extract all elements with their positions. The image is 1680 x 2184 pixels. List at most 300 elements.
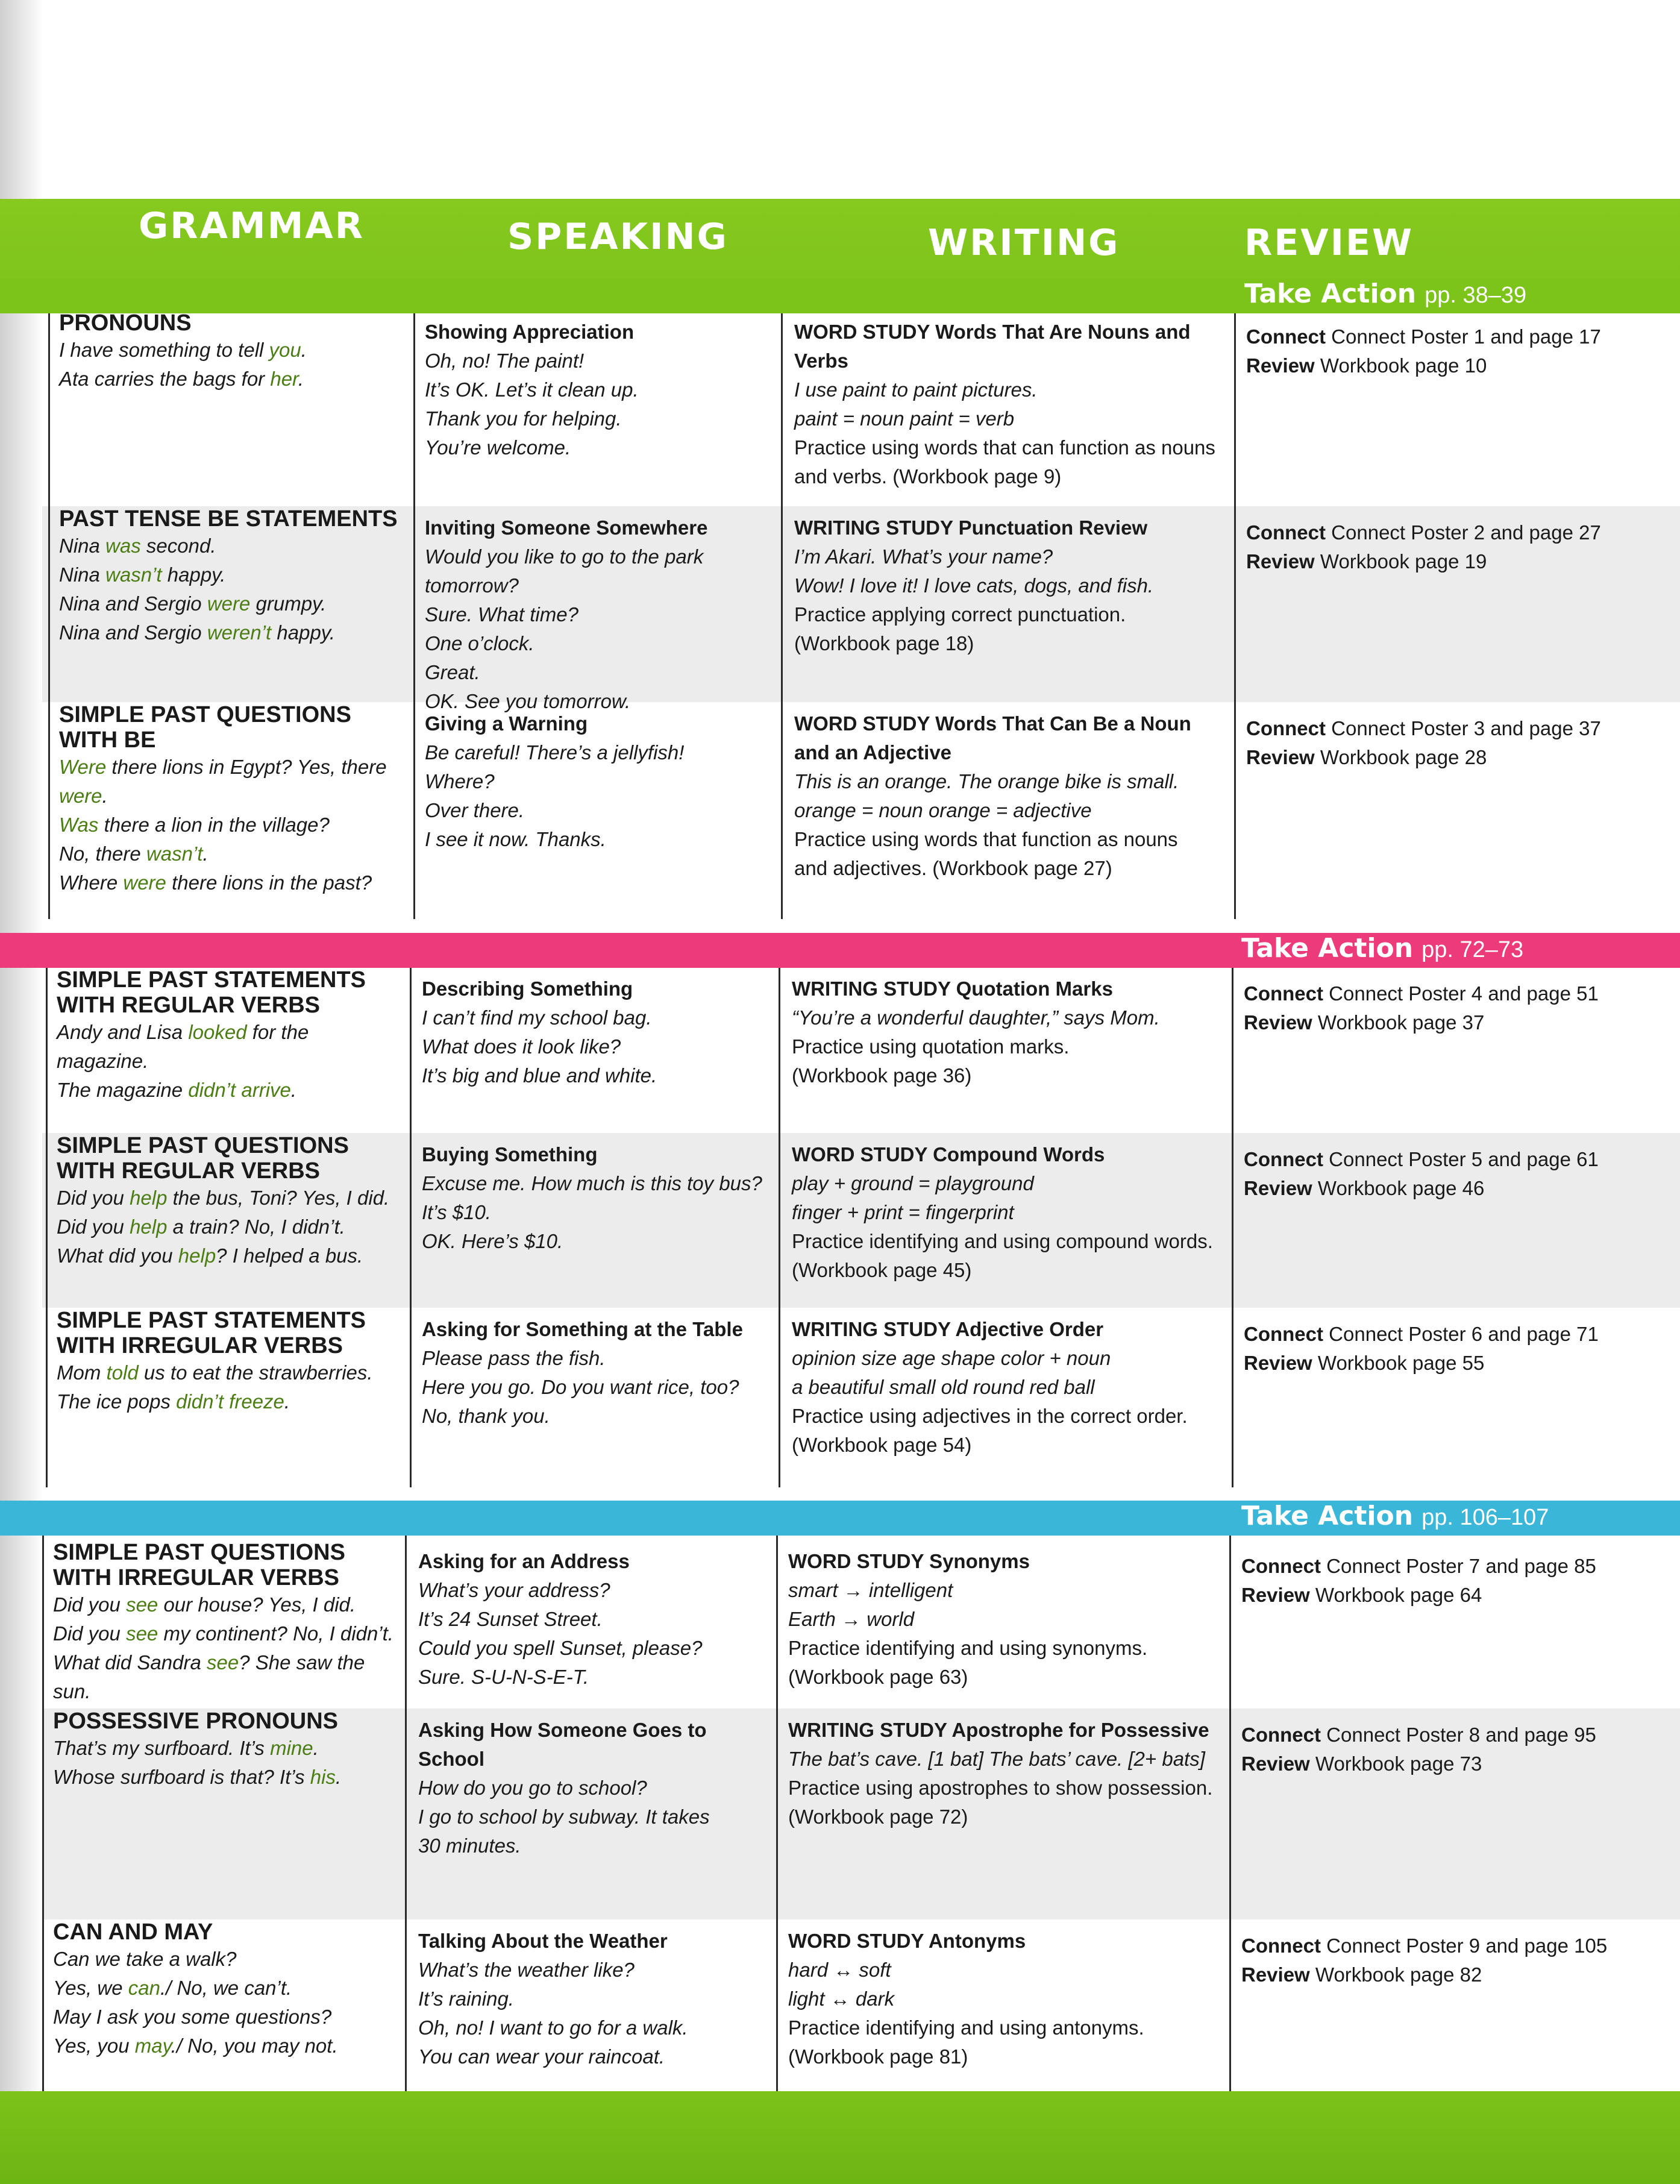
writing-topic: Quotation Marks	[956, 977, 1113, 1000]
writing-title	[788, 1927, 1222, 1956]
grammar-example	[53, 2003, 396, 2032]
grammar-example	[59, 811, 403, 839]
review-text: Workbook page 19	[1320, 550, 1487, 573]
connect-label: Connect	[1244, 1148, 1329, 1170]
speaking-line: Oh, no! The paint!	[425, 350, 585, 372]
speaking-line: Oh, no! I want to go for a walk.	[418, 2016, 688, 2039]
target-word: see	[126, 1622, 158, 1645]
writing-example: play + ground = playground	[792, 1172, 1034, 1194]
example-text: Ata carries the bags for	[59, 368, 271, 390]
grammar-example	[59, 560, 403, 589]
review-label: Review	[1241, 1963, 1315, 1986]
take-action-2: Take Action pp. 72–73	[1241, 933, 1524, 964]
speaking-line: What’s the weather like?	[418, 1959, 635, 1981]
example-text: .	[102, 785, 108, 807]
speaking-line: 30 minutes.	[418, 1834, 521, 1857]
column-divider	[779, 968, 780, 1487]
example-text: Whose surfboard is that? It’s	[53, 1766, 310, 1788]
grammar-title: CAN AND MAY	[53, 1919, 213, 1945]
review-line	[1241, 1581, 1651, 1610]
speaking-line: I can’t find my school bag.	[422, 1006, 652, 1029]
writing-kind: WRITING STUDY	[794, 516, 959, 539]
example-text: there lions in Egypt? Yes, there	[106, 756, 387, 778]
grammar-example	[59, 868, 403, 897]
writing-practice: (Workbook page 81)	[788, 2045, 968, 2068]
connect-text: Connect Poster 6 and page 71	[1329, 1323, 1599, 1345]
connect-label: Connect	[1241, 1935, 1327, 1957]
example-text: our house? Yes, I did.	[158, 1593, 356, 1616]
writing-practice: Practice using words that function as nouns	[794, 828, 1178, 850]
speaking-line: It’s $10.	[422, 1201, 491, 1223]
target-word: his	[310, 1766, 336, 1788]
example-text: ? I helped a bus.	[216, 1244, 363, 1267]
writing-practice: Practice identifying and using synonyms.	[788, 1637, 1148, 1659]
writing-example: Earth → world	[788, 1608, 915, 1630]
speaking-line: One o’clock.	[425, 632, 534, 654]
grammar-example	[53, 1648, 396, 1706]
writing-cell	[788, 1547, 1222, 1692]
writing-cell	[794, 709, 1228, 883]
speaking-line: Great.	[425, 661, 480, 683]
target-word: were	[123, 871, 166, 894]
example-text: grumpy.	[250, 592, 327, 615]
review-label: Review	[1246, 354, 1320, 377]
example-text: .	[290, 1079, 297, 1101]
writing-kind: WORD STUDY	[792, 1143, 933, 1166]
writing-title	[794, 709, 1228, 767]
review-line	[1244, 1349, 1653, 1378]
speaking-line: I go to school by subway. It takes	[418, 1806, 710, 1828]
writing-kind: WORD STUDY	[794, 321, 936, 343]
example-text: a train? No, I didn’t.	[167, 1216, 345, 1238]
example-text: .	[284, 1390, 290, 1413]
writing-cell	[794, 513, 1228, 658]
grammar-title: SIMPLE PAST QUESTIONS WITH IRREGULAR VERBS	[53, 1540, 345, 1590]
example-text: ? She saw the sun.	[53, 1651, 365, 1702]
speaking-line: You’re welcome.	[425, 436, 571, 459]
example-text: What did you	[57, 1244, 178, 1267]
footer-band	[0, 2091, 1680, 2184]
speaking-line: What’s your address?	[418, 1579, 610, 1601]
speaking-line: Here you go. Do you want rice, too?	[422, 1376, 739, 1398]
review-text: Workbook page 10	[1320, 354, 1487, 377]
review-text: Workbook page 73	[1315, 1753, 1482, 1775]
connect-line	[1244, 979, 1653, 1008]
writing-practice: (Workbook page 36)	[792, 1064, 972, 1087]
column-divider	[413, 313, 415, 919]
speaking-line: You can wear your raincoat.	[418, 2045, 665, 2068]
writing-example: a beautiful small old round red ball	[792, 1376, 1095, 1398]
writing-topic: Compound Words	[933, 1143, 1105, 1166]
speaking-line: What does it look like?	[422, 1035, 621, 1058]
example-text: Can we take a walk?	[53, 1948, 237, 1970]
grammar-example	[57, 1387, 400, 1416]
review-label: Review	[1244, 1011, 1318, 1034]
review-label: Review	[1241, 1584, 1315, 1606]
grammar-example	[53, 1619, 396, 1648]
example-text: .	[313, 1737, 319, 1759]
writing-practice: (Workbook page 54)	[792, 1434, 972, 1456]
writing-cell	[794, 318, 1228, 491]
speaking-line: It’s raining.	[418, 1988, 514, 2010]
writing-title	[794, 318, 1228, 375]
target-word: wasn’t	[146, 843, 203, 865]
speaking-cell	[425, 318, 774, 462]
review-label: Review	[1244, 1352, 1318, 1374]
connect-label: Connect	[1246, 325, 1332, 348]
review-cell	[1244, 979, 1653, 1037]
column-divider	[1232, 968, 1233, 1487]
target-word: help	[130, 1187, 168, 1209]
target-word: mine	[270, 1737, 313, 1759]
target-word: may	[134, 2035, 171, 2057]
target-word: were	[59, 785, 102, 807]
review-label: Review	[1246, 746, 1320, 768]
target-word: can	[128, 1977, 160, 1999]
connect-line	[1244, 1320, 1653, 1349]
grammar-example	[53, 2032, 396, 2060]
connect-line	[1246, 322, 1656, 351]
connect-text: Connect Poster 8 and page 95	[1326, 1724, 1596, 1746]
review-text: Workbook page 82	[1315, 1963, 1482, 1986]
writing-cell	[792, 1315, 1226, 1460]
connect-label: Connect	[1241, 1555, 1327, 1577]
grammar-heading: GRAMMAR	[139, 205, 365, 247]
speaking-cell	[418, 1547, 768, 1692]
connect-label: Connect	[1241, 1724, 1327, 1746]
speaking-line: I see it now. Thanks.	[425, 828, 606, 850]
writing-kind: WRITING STUDY	[792, 977, 956, 1000]
grammar-title: SIMPLE PAST STATEMENTS WITH IRREGULAR VERBS	[57, 1308, 366, 1358]
grammar-title: PAST TENSE BE STATEMENTS	[59, 506, 398, 532]
example-text: happy.	[271, 621, 336, 644]
example-text: Where	[59, 871, 124, 894]
speaking-title: Asking for an Address	[418, 1550, 630, 1572]
target-word: didn’t arrive	[188, 1079, 291, 1101]
writing-example: orange = noun orange = adjective	[794, 799, 1092, 821]
example-text: Nina and Sergio	[59, 621, 207, 644]
writing-practice: (Workbook page 63)	[788, 1666, 968, 1688]
writing-topic: Synonyms	[929, 1550, 1030, 1572]
review-text: Workbook page 55	[1317, 1352, 1485, 1374]
speaking-cell	[422, 974, 771, 1090]
grammar-cell	[57, 1133, 400, 1270]
review-line	[1241, 1749, 1651, 1778]
grammar-example	[57, 1018, 400, 1076]
target-word: help	[178, 1244, 216, 1267]
writing-kind: WORD STUDY	[788, 1550, 930, 1572]
grammar-example	[59, 365, 403, 394]
connect-text: Connect Poster 4 and page 51	[1329, 982, 1599, 1005]
writing-example: light ↔ dark	[788, 1988, 895, 2010]
example-text: I have something to tell	[59, 339, 269, 361]
grammar-example	[59, 782, 403, 811]
speaking-cell	[425, 709, 774, 854]
writing-example: hard ↔ soft	[788, 1959, 891, 1981]
speaking-line: Over there.	[425, 799, 525, 821]
example-text: second.	[140, 535, 216, 557]
example-text: the bus, Toni? Yes, I did.	[167, 1187, 390, 1209]
grammar-example	[53, 1974, 396, 2003]
writing-practice: Practice using words that can function as nouns	[794, 436, 1215, 459]
example-text: The magazine	[57, 1079, 189, 1101]
grammar-example	[57, 1241, 400, 1270]
take-action-1: Take Action pp. 38–39	[1244, 278, 1527, 309]
speaking-line: Excuse me. How much is this toy bus?	[422, 1172, 762, 1194]
example-text: Nina and Sergio	[59, 592, 207, 615]
writing-practice: Practice identifying and using compound words.	[792, 1230, 1213, 1252]
grammar-example	[59, 336, 403, 365]
writing-practice: Practice using quotation marks.	[792, 1035, 1070, 1058]
connect-line	[1246, 518, 1656, 547]
target-word: looked	[188, 1021, 247, 1043]
grammar-cell	[53, 1709, 396, 1792]
grammar-example	[57, 1213, 400, 1241]
example-text: Did you	[57, 1187, 130, 1209]
writing-topic: Antonyms	[928, 1930, 1026, 1952]
review-line	[1244, 1008, 1653, 1037]
writing-cell	[788, 1927, 1222, 2071]
grammar-example	[59, 589, 403, 618]
example-text: Did you	[57, 1216, 130, 1238]
speaking-line: Please pass the fish.	[422, 1347, 606, 1369]
example-text: No, there	[59, 843, 146, 865]
connect-line	[1241, 1552, 1651, 1581]
review-label: Review	[1241, 1753, 1315, 1775]
grammar-title: SIMPLE PAST QUESTIONS WITH REGULAR VERBS	[57, 1133, 349, 1184]
target-word: Was	[59, 814, 99, 836]
example-text: May I ask you some questions?	[53, 2006, 332, 2028]
example-text: The ice pops	[57, 1390, 177, 1413]
writing-practice: and verbs. (Workbook page 9)	[794, 465, 1062, 488]
example-text: .	[335, 1766, 342, 1788]
column-divider	[1229, 1536, 1231, 2091]
speaking-line: Could you spell Sunset, please?	[418, 1637, 703, 1659]
example-text: for the magazine.	[57, 1021, 309, 1072]
writing-topic: Punctuation Review	[958, 516, 1148, 539]
writing-practice: Practice applying correct punctuation.	[794, 603, 1126, 626]
speaking-line: Sure. What time?	[425, 603, 578, 626]
example-text: What did Sandra	[53, 1651, 207, 1674]
example-text: us to eat the strawberries.	[138, 1361, 373, 1384]
grammar-example	[53, 1590, 396, 1619]
target-word: was	[105, 535, 141, 557]
connect-text: Connect Poster 2 and page 27	[1331, 521, 1601, 544]
example-text: there a lion in the village?	[98, 814, 330, 836]
writing-title	[792, 1315, 1226, 1344]
writing-title	[794, 513, 1228, 542]
example-text: .	[298, 368, 304, 390]
writing-example: finger + print = fingerprint	[792, 1201, 1014, 1223]
review-text: Workbook page 28	[1320, 746, 1487, 768]
speaking-cell	[418, 1927, 768, 2071]
column-divider	[42, 1536, 44, 2091]
writing-practice: Practice identifying and using antonyms.	[788, 2016, 1144, 2039]
target-word: Were	[59, 756, 107, 778]
target-word: her	[270, 368, 298, 390]
example-text: happy.	[161, 563, 226, 586]
example-text: .	[301, 339, 307, 361]
connect-text: Connect Poster 1 and page 17	[1331, 325, 1601, 348]
target-word: weren’t	[207, 621, 272, 644]
connect-line	[1241, 1931, 1651, 1960]
target-word: wasn’t	[105, 563, 162, 586]
writing-topic: Words That Can Be a Noun and an Adjective	[794, 712, 1191, 764]
grammar-example	[57, 1184, 400, 1213]
grammar-cell	[57, 967, 400, 1105]
review-line	[1244, 1174, 1653, 1203]
connect-label: Connect	[1246, 717, 1332, 739]
review-cell	[1244, 1320, 1653, 1378]
writing-kind: WRITING STUDY	[788, 1719, 952, 1741]
writing-example: Wow! I love it! I love cats, dogs, and fish.	[794, 574, 1154, 597]
grammar-title: POSSESSIVE PRONOUNS	[53, 1709, 339, 1734]
speaking-title: Describing Something	[422, 977, 633, 1000]
grammar-example	[53, 1734, 396, 1763]
review-cell	[1241, 1552, 1651, 1610]
example-text: Yes, we	[53, 1977, 128, 1999]
writing-practice: (Workbook page 45)	[792, 1259, 972, 1281]
review-line	[1246, 743, 1656, 772]
grammar-title: SIMPLE PAST STATEMENTS WITH REGULAR VERBS	[57, 967, 366, 1018]
speaking-line: It’s big and blue and white.	[422, 1064, 657, 1087]
review-cell	[1241, 1721, 1651, 1778]
target-word: help	[130, 1216, 168, 1238]
review-label: Review	[1246, 550, 1320, 573]
writing-example: smart → intelligent	[788, 1579, 953, 1601]
grammar-title: PRONOUNS	[59, 310, 192, 336]
connect-label: Connect	[1246, 521, 1332, 544]
review-line	[1246, 547, 1656, 576]
grammar-cell	[59, 702, 403, 897]
column-divider	[776, 1536, 778, 2091]
example-text: my continent? No, I didn’t.	[158, 1622, 393, 1645]
writing-practice: Practice using adjectives in the correct order.	[792, 1405, 1188, 1427]
grammar-cell	[57, 1308, 400, 1416]
speaking-title: Talking About the Weather	[418, 1930, 668, 1952]
example-text: .	[202, 843, 208, 865]
example-text: That’s my surfboard. It’s	[53, 1737, 271, 1759]
writing-cell	[788, 1716, 1222, 1831]
writing-example: I’m Akari. What’s your name?	[794, 545, 1053, 568]
writing-practice: (Workbook page 18)	[794, 632, 974, 654]
writing-kind: WORD STUDY	[788, 1930, 929, 1952]
writing-title	[792, 1140, 1226, 1169]
speaking-line: Where?	[425, 770, 495, 792]
grammar-cell	[59, 506, 403, 647]
speaking-line: No, thank you.	[422, 1405, 550, 1427]
target-word: told	[106, 1361, 139, 1384]
example-text: Did you	[53, 1622, 127, 1645]
column-divider	[1234, 313, 1236, 919]
writing-example: This is an orange. The orange bike is small.	[794, 770, 1179, 792]
speaking-cell	[418, 1716, 768, 1860]
grammar-example	[53, 1945, 396, 1974]
column-divider	[46, 968, 48, 1487]
grammar-example	[57, 1358, 400, 1387]
take-action-3: Take Action pp. 106–107	[1241, 1501, 1549, 1531]
writing-topic: Adjective Order	[955, 1318, 1104, 1340]
connect-line	[1246, 714, 1656, 743]
grammar-example	[59, 618, 403, 647]
example-text: Nina	[59, 563, 106, 586]
speaking-line: Thank you for helping.	[425, 407, 622, 430]
example-text: Did you	[53, 1593, 127, 1616]
connect-text: Connect Poster 5 and page 61	[1329, 1148, 1599, 1170]
example-text: there lions in the past?	[166, 871, 372, 894]
example-text: Yes, you	[53, 2035, 135, 2057]
example-text: ./ No, you may not.	[171, 2035, 338, 2057]
review-label: Review	[1244, 1177, 1318, 1199]
target-word: see	[206, 1651, 239, 1674]
example-text: Andy and Lisa	[57, 1021, 189, 1043]
connect-label: Connect	[1244, 1323, 1329, 1345]
example-text: ./ No, we can’t.	[160, 1977, 292, 1999]
writing-cell	[792, 974, 1226, 1090]
speaking-cell	[422, 1140, 771, 1256]
column-divider	[410, 968, 412, 1487]
review-line	[1246, 351, 1656, 380]
speaking-line: It’s OK. Let’s it clean up.	[425, 378, 639, 401]
speaking-line: OK. See you tomorrow.	[425, 690, 631, 712]
review-cell	[1246, 714, 1656, 772]
connect-line	[1244, 1145, 1653, 1174]
column-divider	[405, 1536, 407, 2091]
target-word: were	[207, 592, 251, 615]
review-cell	[1244, 1145, 1653, 1203]
speaking-heading: SPEAKING	[507, 216, 729, 258]
review-text: Workbook page 64	[1315, 1584, 1482, 1606]
review-line	[1241, 1960, 1651, 1989]
grammar-title: SIMPLE PAST QUESTIONS WITH BE	[59, 702, 351, 753]
writing-practice: (Workbook page 72)	[788, 1806, 968, 1828]
grammar-cell	[53, 1540, 396, 1706]
grammar-example	[57, 1076, 400, 1105]
column-divider	[781, 313, 783, 919]
writing-title	[792, 974, 1226, 1003]
review-heading: REVIEW	[1244, 222, 1414, 264]
speaking-line: Sure. S-U-N-S-E-T.	[418, 1666, 589, 1688]
grammar-example	[59, 532, 403, 560]
example-text: Nina	[59, 535, 106, 557]
target-word: you	[269, 339, 301, 361]
speaking-line: How do you go to school?	[418, 1777, 647, 1799]
review-cell	[1246, 518, 1656, 576]
writing-kind: WRITING STUDY	[792, 1318, 956, 1340]
connect-label: Connect	[1244, 982, 1329, 1005]
speaking-title: Asking How Someone Goes to School	[418, 1719, 707, 1770]
grammar-cell	[53, 1919, 396, 2060]
speaking-line: Be careful! There’s a jellyfish!	[425, 741, 685, 764]
target-word: didn’t freeze	[176, 1390, 284, 1413]
speaking-title: Giving a Warning	[425, 712, 588, 735]
grammar-example	[59, 839, 403, 868]
connect-text: Connect Poster 7 and page 85	[1326, 1555, 1596, 1577]
writing-example: opinion size age shape color + noun	[792, 1347, 1111, 1369]
speaking-title: Asking for Something at the Table	[422, 1318, 743, 1340]
writing-title	[788, 1547, 1222, 1576]
review-text: Workbook page 37	[1317, 1011, 1485, 1034]
page-edge-shadow	[0, 0, 42, 2184]
writing-topic: Apostrophe for Possessive	[951, 1719, 1209, 1741]
column-divider	[48, 313, 50, 919]
writing-example: “You’re a wonderful daughter,” says Mom.	[792, 1006, 1160, 1029]
speaking-title: Inviting Someone Somewhere	[425, 516, 708, 539]
target-word: see	[126, 1593, 158, 1616]
example-text: Mom	[57, 1361, 107, 1384]
writing-example: paint = noun paint = verb	[794, 407, 1015, 430]
writing-practice: and adjectives. (Workbook page 27)	[794, 857, 1112, 879]
